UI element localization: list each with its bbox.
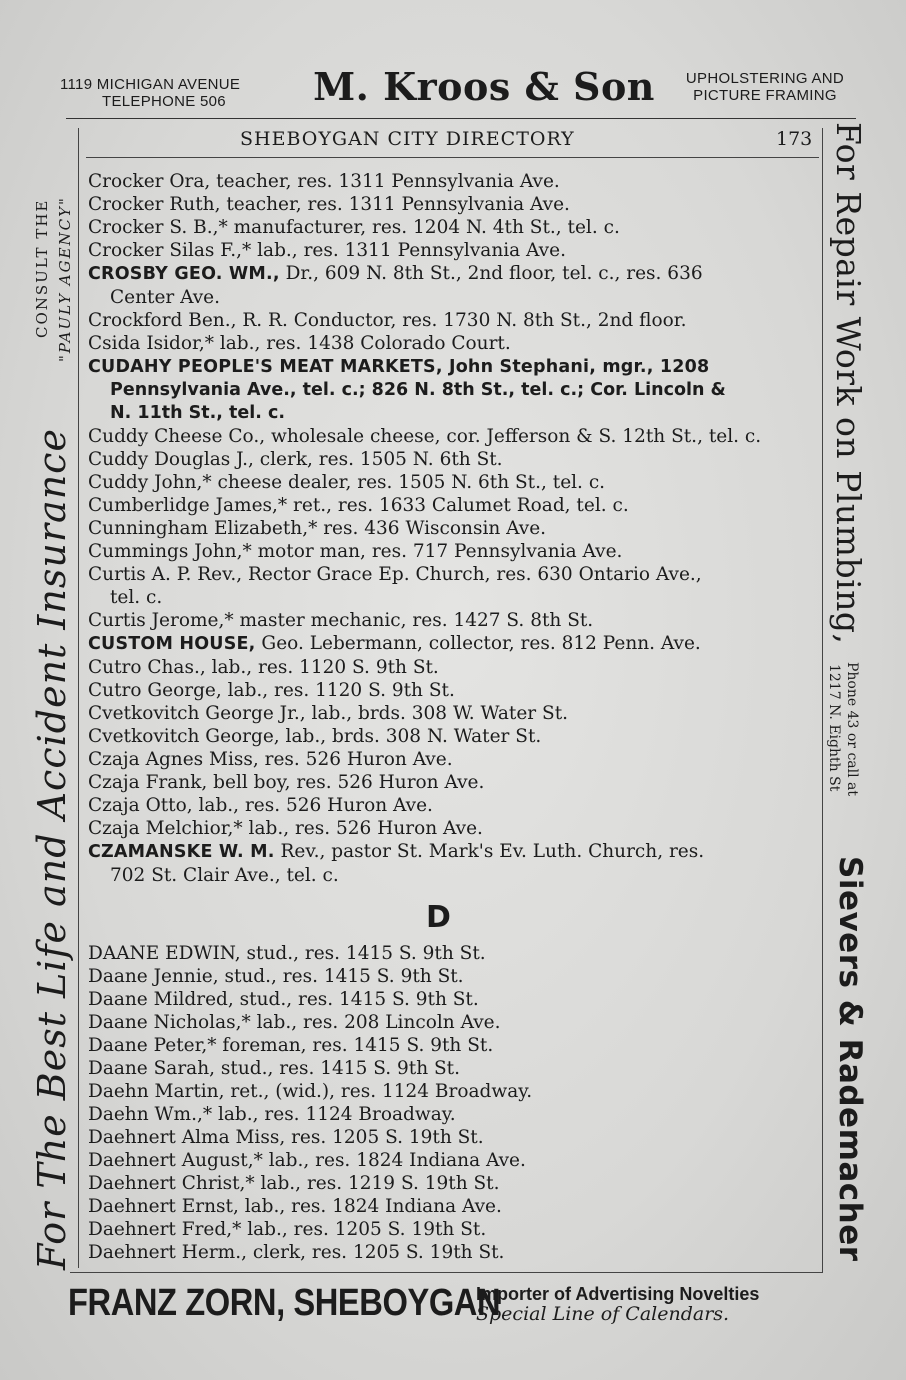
entry-text: Curtis Jerome,* master mechanic, res. 1427 S. 8th St. <box>88 610 594 631</box>
directory-entry <box>88 702 822 725</box>
entry-text: Cutro George, lab., res. 1120 S. 9th St. <box>88 680 455 701</box>
footer-name: FRANZ ZORN, SHEBOYGAN <box>68 1282 501 1324</box>
listing-d <box>88 942 822 1264</box>
directory-entry <box>88 471 822 494</box>
entry-text: DAANE EDWIN, stud., res. 1415 S. 9th St. <box>88 943 486 964</box>
entry-text: Daehn Martin, ret., (wid.), res. 1124 Broadway. <box>88 1081 533 1102</box>
directory-entry <box>88 425 822 448</box>
entry-text: Cvetkovitch George Jr., lab., brds. 308 W. Water St. <box>88 703 569 724</box>
header-address <box>60 76 300 110</box>
section-letter: D <box>426 900 451 935</box>
footer-tagline-line2: Special Line of Calendars. <box>476 1303 730 1325</box>
directory-entry <box>88 1172 822 1195</box>
header-telephone: TELEPHONE 506 <box>102 93 226 110</box>
directory-entry <box>88 1080 822 1103</box>
entry-text: Daane Nicholas,* lab., res. 208 Lincoln Ave. <box>88 1012 501 1033</box>
directory-entry <box>88 216 822 239</box>
entry-text: Curtis A. P. Rev., Rector Grace Ep. Church, res. 630 Ontario Ave., <box>88 564 702 585</box>
entry-text: Daehn Wm.,* lab., res. 1124 Broadway. <box>88 1104 456 1125</box>
directory-entry <box>88 1218 822 1241</box>
header-divider <box>66 118 856 119</box>
right-margin-phone: Phone 43 or call at <box>844 662 860 797</box>
directory-entry <box>88 1034 822 1057</box>
entry-name: CZAMANSKE W. M. <box>88 842 275 862</box>
entry-text: Cummings John,* motor man, res. 717 Pennsylvania Ave. <box>88 541 623 562</box>
entry-text: Daane Sarah, stud., res. 1415 S. 9th St. <box>88 1058 460 1079</box>
entry-continuation: N. 11th St., tel. c. <box>110 403 286 423</box>
directory-entry <box>88 193 822 216</box>
entry-text: Daehnert Alma Miss, res. 1205 S. 19th St. <box>88 1127 484 1148</box>
entry-text: Cvetkovitch George, lab., brds. 308 N. Water St. <box>88 726 542 747</box>
entry-text: Czaja Agnes Miss, res. 526 Huron Ave. <box>88 749 453 770</box>
directory-entry <box>88 563 822 609</box>
left-margin-agency: "PAULY AGENCY" <box>56 196 74 362</box>
entry-text: Daehnert Fred,* lab., res. 1205 S. 19th St. <box>88 1219 487 1240</box>
right-margin-company: Sievers & Rademacher <box>832 856 868 1262</box>
entry-text: Czaja Frank, bell boy, res. 526 Huron Ave. <box>88 772 485 793</box>
directory-entry <box>88 170 822 193</box>
entry-continuation: Center Ave. <box>110 287 221 308</box>
entry-continuation: tel. c. <box>110 587 163 608</box>
directory-entry <box>88 1241 822 1264</box>
directory-entry <box>88 309 822 332</box>
entry-text: Czaja Otto, lab., res. 526 Huron Ave. <box>88 795 433 816</box>
header-services <box>665 70 865 104</box>
left-margin-insurance-ad: For The Best Life and Accident Insurance <box>30 428 74 1270</box>
title-divider <box>86 157 819 158</box>
directory-entry <box>88 942 822 965</box>
footer-tagline-line1: Importer of Advertising Novelties <box>476 1284 760 1304</box>
header-service-line2: PICTURE FRAMING <box>693 87 837 104</box>
directory-entry <box>88 448 822 471</box>
entry-text: Csida Isidor,* lab., res. 1438 Colorado Court. <box>88 333 511 354</box>
entry-text: Cunningham Elizabeth,* res. 436 Wisconsin Ave. <box>88 518 547 539</box>
directory-entry <box>88 725 822 748</box>
entry-text: Daehnert Ernst, lab., res. 1824 Indiana Ave. <box>88 1196 502 1217</box>
directory-entry <box>88 262 822 309</box>
directory-entry <box>88 656 822 679</box>
directory-entry <box>88 817 822 840</box>
directory-entry <box>88 632 822 656</box>
directory-entry <box>88 679 822 702</box>
entry-text: Cutro Chas., lab., res. 1120 S. 9th St. <box>88 657 439 678</box>
listing-c <box>88 170 822 887</box>
directory-entry <box>88 840 822 887</box>
entry-text: Daehnert August,* lab., res. 1824 Indiana Ave. <box>88 1150 526 1171</box>
header-address-line1: 1119 MICHIGAN AVENUE <box>60 76 241 93</box>
entry-text: Cuddy John,* cheese dealer, res. 1505 N. 6th St., tel. c. <box>88 472 606 493</box>
left-margin-consult: CONSULT THE <box>33 198 51 338</box>
entry-text: Dr., 609 N. 8th St., 2nd floor, tel. c., res. 636 <box>279 263 703 284</box>
directory-entry <box>88 988 822 1011</box>
entry-text: Cumberlidge James,* ret., res. 1633 Calumet Road, tel. c. <box>88 495 629 516</box>
directory-title: SHEBOYGAN CITY DIRECTORY <box>240 128 575 150</box>
directory-entry <box>88 609 822 632</box>
header-business-name: M. Kroos & Son <box>313 64 655 109</box>
entry-text: Czaja Melchior,* lab., res. 526 Huron Ave. <box>88 818 483 839</box>
entry-text: Crocker Silas F.,* lab., res. 1311 Pennsylvania Ave. <box>88 240 566 261</box>
directory-entry <box>88 355 822 425</box>
footer-tagline <box>476 1284 759 1324</box>
right-margin-address: 1217 N. Eighth St <box>826 664 842 792</box>
right-frame-line <box>822 128 823 1273</box>
entry-text: Geo. Lebermann, collector, res. 812 Penn. Ave. <box>255 633 701 654</box>
entry-continuation: 702 St. Clair Ave., tel. c. <box>110 865 339 886</box>
entry-name: CROSBY GEO. WM., <box>88 264 280 284</box>
entry-text: Crockford Ben., R. R. Conductor, res. 1730 N. 8th St., 2nd floor. <box>88 310 687 331</box>
directory-entry <box>88 239 822 262</box>
entry-text: Daehnert Herm., clerk, res. 1205 S. 19th St. <box>88 1242 505 1263</box>
entry-text: Daane Jennie, stud., res. 1415 S. 9th St. <box>88 966 464 987</box>
entry-text: Crocker Ora, teacher, res. 1311 Pennsylvania Ave. <box>88 171 560 192</box>
entry-text: Crocker Ruth, teacher, res. 1311 Pennsylvania Ave. <box>88 194 570 215</box>
directory-entry <box>88 965 822 988</box>
directory-entry <box>88 1195 822 1218</box>
entry-text: Cuddy Cheese Co., wholesale cheese, cor. Jefferson & S. 12th St., tel. c. <box>88 426 762 447</box>
entry-text: Cuddy Douglas J., clerk, res. 1505 N. 6th St. <box>88 449 503 470</box>
entry-text: Crocker S. B.,* manufacturer, res. 1204 N. 4th St., tel. c. <box>88 217 620 238</box>
directory-entry <box>88 748 822 771</box>
directory-entry <box>88 771 822 794</box>
directory-entry <box>88 1149 822 1172</box>
directory-entry <box>88 794 822 817</box>
directory-entry <box>88 1126 822 1149</box>
directory-entry <box>88 1011 822 1034</box>
entry-name: CUSTOM HOUSE, <box>88 634 256 654</box>
directory-entry <box>88 332 822 355</box>
header-service-line1: UPHOLSTERING AND <box>685 70 845 87</box>
directory-entry <box>88 540 822 563</box>
directory-entry <box>88 1057 822 1080</box>
directory-entry <box>88 494 822 517</box>
page-number: 173 <box>776 128 813 150</box>
entry-name: CUDAHY PEOPLE'S MEAT MARKETS, John Stephani, mgr., 1208 <box>88 357 710 377</box>
right-margin-plumbing-ad: For Repair Work on Plumbing, <box>829 122 868 645</box>
entry-continuation: Pennsylvania Ave., tel. c.; 826 N. 8th St., tel. c.; Cor. Lincoln & <box>110 380 726 400</box>
directory-entry <box>88 1103 822 1126</box>
left-frame-line <box>78 128 79 1268</box>
entry-text: Daane Peter,* foreman, res. 1415 S. 9th St. <box>88 1035 494 1056</box>
entry-text: Rev., pastor St. Mark's Ev. Luth. Church, res. <box>274 841 705 862</box>
entry-text: Daehnert Christ,* lab., res. 1219 S. 19th St. <box>88 1173 500 1194</box>
entry-text: Daane Mildred, stud., res. 1415 S. 9th St. <box>88 989 479 1010</box>
directory-entry <box>88 517 822 540</box>
footer-divider <box>70 1272 822 1273</box>
